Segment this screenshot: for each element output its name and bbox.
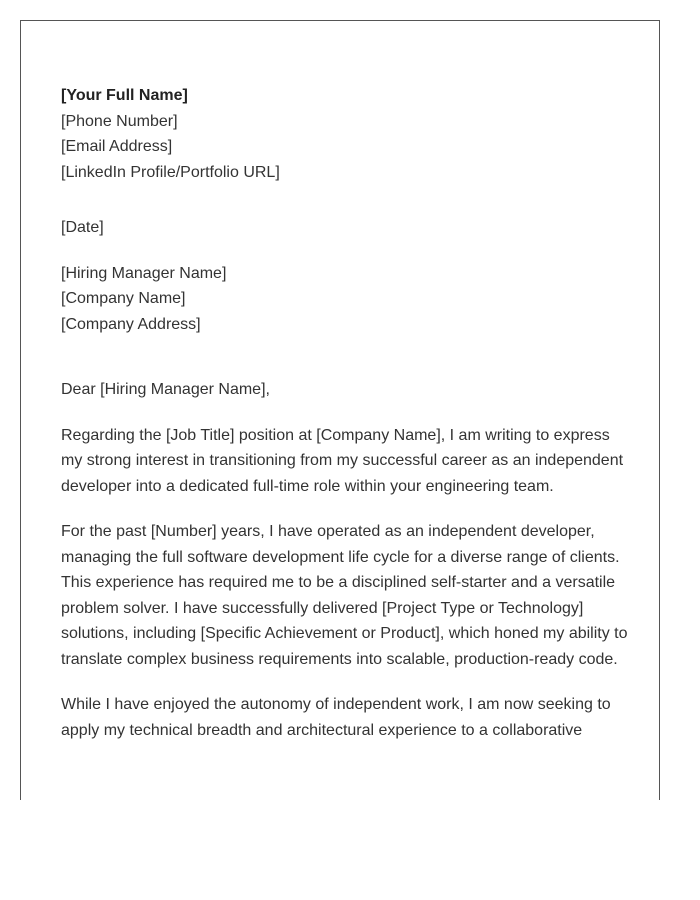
sender-block [61,83,631,185]
date-block [61,215,631,241]
recipient-company: [Company Name] [61,290,186,307]
salutation [61,377,631,403]
sender-phone: [Phone Number] [61,112,178,130]
letter-content [61,83,631,743]
body-paragraph-3: While I have enjoyed the autonomy of independent work, I am now seeking to apply my technical breadth and architectural experience to a collaborative [61,696,611,739]
letter-page [20,20,660,800]
recipient-manager: [Hiring Manager Name] [61,264,227,282]
sender-email: [Email Address] [61,138,173,155]
recipient-address: [Company Address] [61,315,201,333]
recipient-block [61,261,631,338]
salutation-text: Dear [Hiring Manager Name], [61,381,270,398]
body-paragraph-1: Regarding the [Job Title] position at [Company Name], I am writing to express my strong interest in transitioning from my successful career as an independent developer into a dedicated full-time role within your engineering team. [61,426,624,495]
sender-url: [LinkedIn Profile/Portfolio URL] [61,163,280,181]
body-paragraph-2: For the past [Number] years, I have operated as an independent developer, managing the full software development life cycle for a diverse range of clients. This experience has required me to be a disciplined self-starter and a versatile problem solver. I have successfully delivered [Project Type or Technology] solutions, including [Specific Achievement or Product], which honed my ability to translate complex business requirements into scalable, production-ready code. [61,523,628,668]
sender-name: [Your Full Name] [61,87,188,104]
letter-date: [Date] [61,219,104,236]
